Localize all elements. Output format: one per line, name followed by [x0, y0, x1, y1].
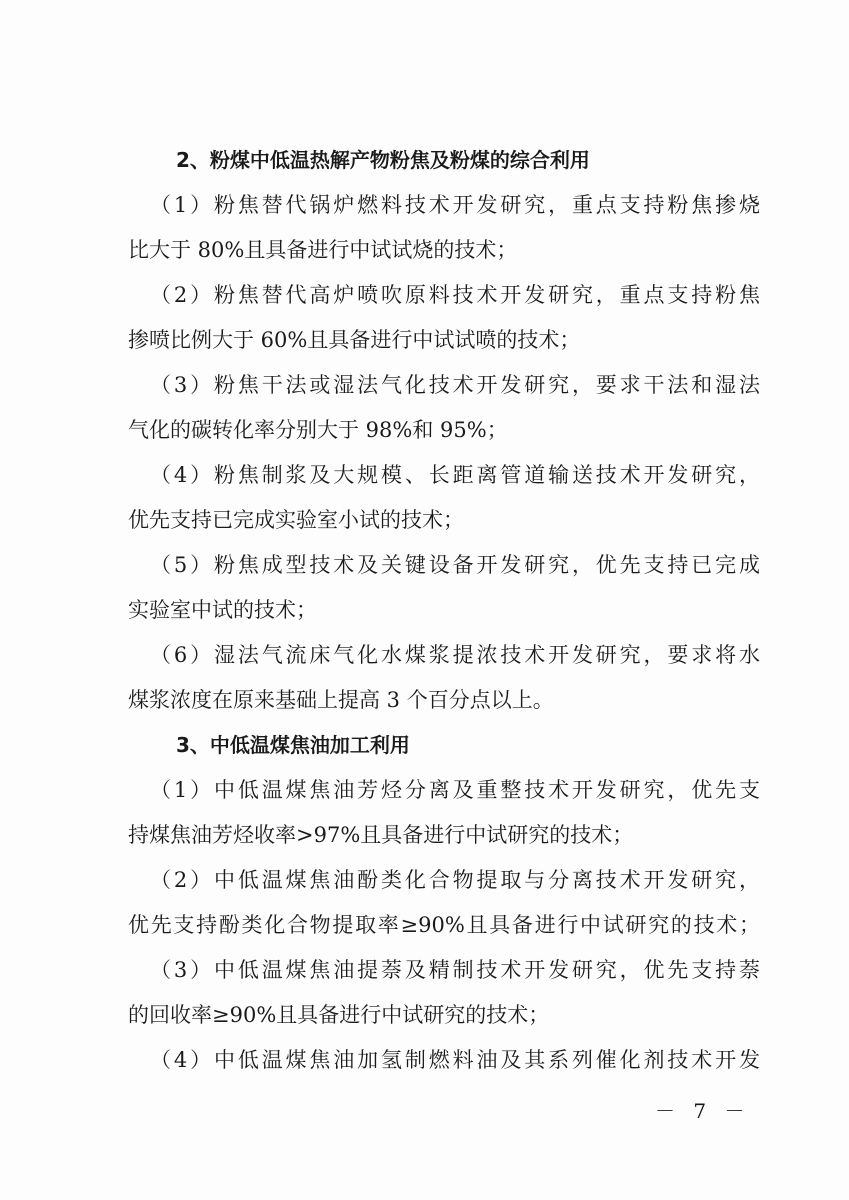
text-line: 实验室中试的技术；	[128, 598, 317, 622]
text-line: 持煤焦油芳烃收率>97%且具备进行中试研究的技术；	[128, 823, 634, 847]
text-line: （5）粉焦成型技术及关键设备开发研究，优先支持已完成	[150, 553, 760, 577]
text-line: （1）中低温煤焦油芳烃分离及重整技术开发研究，优先支	[150, 778, 760, 802]
text-line: （1）粉焦替代锅炉燃料技术开发研究，重点支持粉焦掺烧	[150, 193, 760, 217]
page-number: － 7 －	[655, 1099, 751, 1123]
text-line: （2）粉焦替代高炉喷吹原料技术开发研究，重点支持粉焦	[150, 283, 760, 307]
text-line: （3）中低温煤焦油提萘及精制技术开发研究，优先支持萘	[150, 958, 760, 982]
text-line: 优先支持已完成实验室小试的技术；	[128, 508, 464, 532]
text-line: 优先支持酚类化合物提取率≥90%且具备进行中试研究的技术；	[128, 913, 760, 937]
text-line: 气化的碳转化率分别大于 98%和 95%；	[128, 418, 508, 442]
text-line: 的回收率≥90%且具备进行中试研究的技术；	[128, 1003, 550, 1027]
text-line: （4）中低温煤焦油加氢制燃料油及其系列催化剂技术开发	[150, 1048, 760, 1072]
text-line: 掺喷比例大于 60%且具备进行中试试喷的技术；	[128, 328, 581, 352]
section-heading: 3、中低温煤焦油加工利用	[176, 733, 410, 757]
text-line: （2）中低温煤焦油酚类化合物提取与分离技术开发研究，	[150, 868, 760, 892]
section-heading: 2、粉煤中低温热解产物粉焦及粉煤的综合利用	[176, 148, 590, 172]
text-line: （3）粉焦干法或湿法气化技术开发研究，要求干法和湿法	[150, 373, 760, 397]
text-line: 比大于 80%且具备进行中试试烧的技术；	[128, 238, 518, 262]
text-line: （6）湿法气流床气化水煤浆提浓技术开发研究，要求将水	[150, 643, 760, 667]
text-line: （4）粉焦制浆及大规模、长距离管道输送技术开发研究，	[150, 463, 760, 487]
text-line: 煤浆浓度在原来基础上提高 3 个百分点以上。	[128, 688, 554, 712]
